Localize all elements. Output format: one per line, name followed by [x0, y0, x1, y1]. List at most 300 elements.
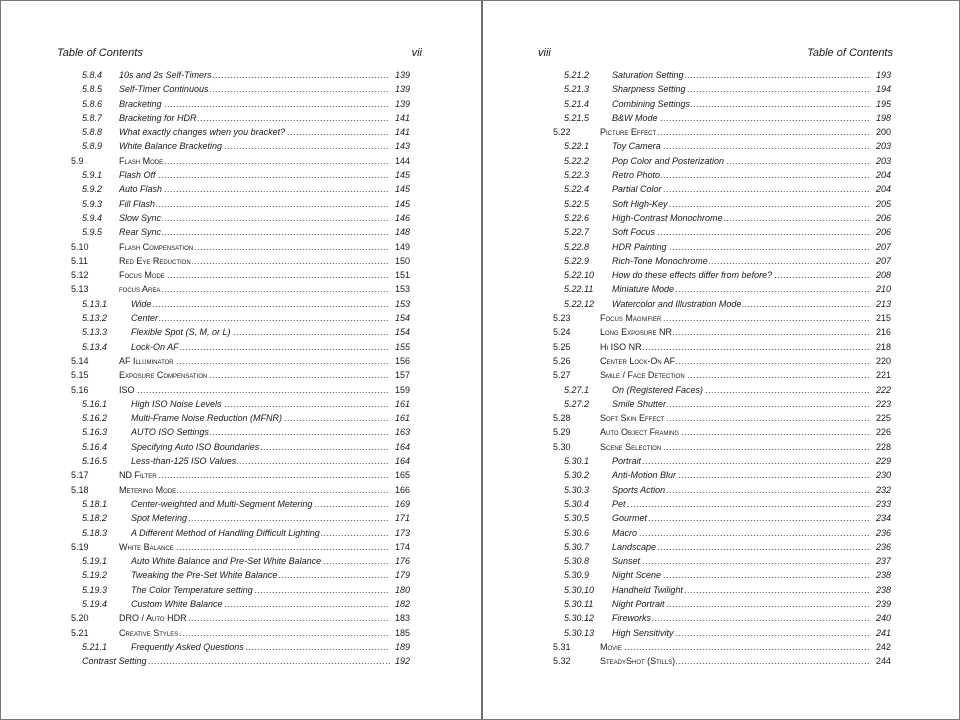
toc-entry[interactable]	[1, 611, 481, 625]
toc-entry-page: 233	[875, 497, 891, 511]
toc-entry-title: AF Illuminator	[119, 354, 175, 368]
toc-entry[interactable]	[1, 497, 481, 511]
toc-entry-page: 193	[875, 68, 891, 82]
toc-entry-title: Landscape	[612, 540, 657, 554]
toc-entry[interactable]	[1, 240, 481, 254]
toc-entry-title: Flash Compensation	[119, 240, 194, 254]
toc-entry[interactable]	[483, 383, 959, 397]
toc-entry-number: 5.9.4	[82, 212, 103, 223]
toc-entry-page: 163	[394, 425, 410, 439]
toc-entry[interactable]	[1, 68, 481, 82]
toc-entry-title: Multi-Frame Noise Reduction (MFNR)	[131, 411, 283, 425]
toc-entry-page: 139	[394, 68, 410, 82]
toc-entry-title: Spot Metering	[131, 511, 188, 525]
toc-entry-number: 5.22.1	[564, 141, 590, 152]
toc-entry-number: 5.22.9	[564, 255, 590, 266]
dot-leader	[131, 297, 390, 311]
toc-entry-title: Gourmet	[612, 511, 648, 525]
toc-entry-page: 204	[875, 182, 891, 196]
toc-entry-title: Fill Flash	[119, 197, 156, 211]
toc-entry[interactable]	[483, 540, 959, 554]
toc-entry-number: 5.32	[553, 656, 571, 667]
toc-entry-number: 5.29	[553, 427, 571, 438]
toc-entry[interactable]	[1, 354, 481, 368]
toc-entry-page: 210	[875, 282, 891, 296]
toc-entry[interactable]	[483, 568, 959, 582]
toc-entry-title: DRO / Auto HDR	[119, 611, 188, 625]
toc-entry-number: 5.30.2	[564, 470, 590, 481]
toc-entry[interactable]	[1, 454, 481, 468]
toc-entry-number: 5.22.6	[564, 212, 590, 223]
toc-entry[interactable]	[483, 440, 959, 454]
toc-entry-page: 174	[394, 540, 410, 554]
toc-entry-title: Partial Color	[612, 182, 663, 196]
toc-entry-page: 145	[394, 182, 410, 196]
toc-entry[interactable]	[1, 139, 481, 153]
toc-entry-title: Watercolor and Illustration Mode	[612, 297, 742, 311]
toc-entry-number: 5.13	[71, 284, 89, 295]
toc-entry-title: Combining Settings	[612, 97, 691, 111]
toc-entry[interactable]	[1, 368, 481, 382]
toc-entry-title: Flash Off	[119, 168, 157, 182]
toc-entry[interactable]	[483, 368, 959, 382]
toc-entry-number: 5.27.2	[564, 398, 590, 409]
toc-entry-title: Center-weighted and Multi-Segment Metering	[131, 497, 313, 511]
toc-entry-title: How do these effects differ from before?	[612, 268, 773, 282]
dot-leader	[119, 468, 390, 482]
toc-entry-title: 10s and 2s Self-Timers	[119, 68, 212, 82]
toc-entry-page: 143	[394, 139, 410, 153]
toc-entry[interactable]	[483, 526, 959, 540]
toc-entry[interactable]	[1, 440, 481, 454]
toc-entry-page: 164	[394, 440, 410, 454]
toc-entry-title: Bracketing	[119, 97, 163, 111]
toc-entry-number: 5.30.13	[564, 627, 595, 638]
toc-entry[interactable]	[1, 125, 481, 139]
toc-entry[interactable]	[1, 282, 481, 296]
toc-entry[interactable]	[483, 125, 959, 139]
toc-entry-page: 234	[875, 511, 891, 525]
toc-entry[interactable]	[1, 82, 481, 96]
toc-entry-page: 171	[394, 511, 410, 525]
toc-entry-page: 173	[394, 526, 410, 540]
toc-entry-number: 5.30.12	[564, 613, 595, 624]
toc-entry-page: 206	[875, 211, 891, 225]
toc-entry-page: 146	[394, 211, 410, 225]
toc-entry-title: Focus Mode	[119, 268, 166, 282]
toc-entry-number: 5.25	[553, 341, 571, 352]
toc-entry-title: Handheld Twilight	[612, 583, 684, 597]
toc-entry-page: 228	[875, 440, 891, 454]
toc-entry[interactable]	[483, 411, 959, 425]
toc-entry-title: Night Portrait	[612, 597, 666, 611]
toc-entry-title: Center	[131, 311, 159, 325]
toc-entry-title: Picture Effect	[600, 125, 657, 139]
toc-entry-number: 5.12	[71, 270, 89, 281]
toc-entry[interactable]	[483, 197, 959, 211]
toc-entry[interactable]	[1, 483, 481, 497]
toc-entry-number: 5.8.8	[82, 127, 103, 138]
toc-entry-title: ISO	[119, 383, 136, 397]
toc-entry-page: 220	[875, 354, 891, 368]
toc-entry[interactable]	[483, 325, 959, 339]
toc-entry-number: 5.15	[71, 370, 89, 381]
toc-entry-page: 238	[875, 568, 891, 582]
toc-entry-page: 205	[875, 197, 891, 211]
toc-entry-page: 154	[394, 325, 410, 339]
toc-entry[interactable]	[483, 397, 959, 411]
toc-entry[interactable]	[483, 154, 959, 168]
toc-entry-page: 182	[394, 597, 410, 611]
toc-entry-title: SteadyShot (Stills)	[600, 654, 676, 668]
toc-entry-number: 5.13.3	[82, 327, 108, 338]
toc-entry-page: 242	[875, 640, 891, 654]
toc-entry-title: Macro	[612, 526, 638, 540]
toc-entry-number: 5.26	[553, 355, 571, 366]
toc-entry-page: 139	[394, 82, 410, 96]
toc-entry-page: 157	[394, 368, 410, 382]
toc-entry[interactable]	[483, 497, 959, 511]
dot-leader	[131, 311, 390, 325]
toc-entry-number: 5.16	[71, 384, 89, 395]
toc-entry-page: 185	[394, 626, 410, 640]
toc-entry-number: 5.9.5	[82, 227, 103, 238]
toc-entry-title: Frequently Asked Questions	[131, 640, 245, 654]
toc-entry-number: 5.19.4	[82, 598, 108, 609]
toc-entry-number: 5.14	[71, 355, 89, 366]
toc-entry-number: 5.30.4	[564, 498, 590, 509]
toc-entry-page: 241	[875, 626, 891, 640]
toc-entry-page: 139	[394, 97, 410, 111]
toc-entry-title: Flexible Spot (S, M, or L)	[131, 325, 232, 339]
toc-entry[interactable]	[483, 583, 959, 597]
toc-entry-page: 236	[875, 540, 891, 554]
right-page	[483, 1, 959, 719]
page-number: vii	[411, 47, 422, 59]
toc-entry-page: 221	[875, 368, 891, 382]
toc-entry[interactable]	[483, 139, 959, 153]
toc-entry-page: 223	[875, 397, 891, 411]
toc-entry[interactable]	[483, 354, 959, 368]
toc-entry-title: On (Registered Faces)	[612, 383, 704, 397]
toc-entry-page: 153	[394, 297, 410, 311]
toc-entry-page: 195	[875, 97, 891, 111]
toc-entry-page: 206	[875, 225, 891, 239]
toc-entry[interactable]	[483, 468, 959, 482]
toc-entry-page: 156	[394, 354, 410, 368]
toc-entry-page: 166	[394, 483, 410, 497]
toc-entry[interactable]	[483, 240, 959, 254]
toc-entry-number: 5.16.5	[82, 456, 108, 467]
toc-entry[interactable]	[1, 597, 481, 611]
toc-entry-title: Smile / Face Detection	[600, 368, 686, 382]
toc-entry[interactable]	[483, 654, 959, 668]
toc-entry-title: AUTO ISO Settings	[131, 425, 210, 439]
toc-entry[interactable]	[483, 82, 959, 96]
toc-entry-page: 204	[875, 168, 891, 182]
toc-entry[interactable]	[483, 297, 959, 311]
toc-entry-number: 5.17	[71, 470, 89, 481]
toc-entry-title: Self-Timer Continuous	[119, 82, 209, 96]
toc-entry-number: 5.22.3	[564, 170, 590, 181]
toc-entry-page: 215	[875, 311, 891, 325]
toc-entry-title: Toy Camera	[612, 139, 662, 153]
toc-entry-title: Sports Action	[612, 483, 666, 497]
toc-entry-page: 203	[875, 139, 891, 153]
toc-entry[interactable]	[483, 311, 959, 325]
toc-entry-page: 198	[875, 111, 891, 125]
toc-entry-title: Sharpness Setting	[612, 82, 687, 96]
toc-entry[interactable]	[1, 154, 481, 168]
toc-entry-number: 5.30.11	[564, 598, 594, 609]
toc-entry[interactable]	[1, 540, 481, 554]
dot-leader	[612, 497, 871, 511]
dot-leader	[119, 383, 390, 397]
toc-entry[interactable]	[483, 182, 959, 196]
toc-entry-number: 5.22.7	[564, 227, 590, 238]
toc-entry-number: 5.30.10	[564, 584, 595, 595]
toc-entry-title: Scene Selection	[600, 440, 662, 454]
toc-entry[interactable]	[1, 254, 481, 268]
toc-entry[interactable]	[1, 411, 481, 425]
toc-list	[1, 68, 481, 668]
toc-entry-title: Bracketing for HDR	[119, 111, 198, 125]
toc-entry-title: Miniature Mode	[612, 282, 675, 296]
toc-entry-title: Focus Magnifier	[600, 311, 662, 325]
toc-entry-number: 5.21.1	[82, 641, 108, 652]
toc-entry-number: 5.13.2	[82, 313, 108, 324]
toc-entry[interactable]	[1, 583, 481, 597]
toc-entry-page: 232	[875, 483, 891, 497]
running-title: Table of Contents	[57, 47, 143, 59]
toc-entry[interactable]	[1, 397, 481, 411]
toc-entry-title: ND Filter	[119, 468, 158, 482]
toc-entry-number: 5.21.3	[564, 84, 590, 95]
toc-entry[interactable]	[1, 325, 481, 339]
toc-entry-page: 237	[875, 554, 891, 568]
toc-entry-title: High Sensitivity	[612, 626, 675, 640]
toc-entry-number: 5.27	[553, 370, 571, 381]
toc-entry[interactable]	[1, 526, 481, 540]
toc-entry-number: 5.13.1	[82, 298, 108, 309]
toc-entry-title: White Balance	[119, 540, 175, 554]
toc-entry-number: 5.22.2	[564, 155, 590, 166]
toc-entry[interactable]	[483, 225, 959, 239]
toc-entry[interactable]	[1, 511, 481, 525]
toc-entry[interactable]	[1, 425, 481, 439]
toc-entry[interactable]	[483, 282, 959, 296]
toc-entry-number: 5.30.7	[564, 541, 590, 552]
toc-entry-page: 213	[875, 297, 891, 311]
toc-entry-number: 5.8.5	[82, 84, 103, 95]
toc-entry[interactable]	[483, 268, 959, 282]
dot-leader	[612, 454, 871, 468]
toc-entry[interactable]	[483, 168, 959, 182]
toc-list	[483, 68, 959, 668]
toc-entry-number: 5.18.1	[82, 498, 108, 509]
toc-entry-title: Tweaking the Pre-Set White Balance	[131, 568, 278, 582]
toc-entry-page: 203	[875, 154, 891, 168]
toc-entry[interactable]	[483, 511, 959, 525]
toc-entry[interactable]	[1, 654, 481, 668]
toc-entry-title: White Balance Bracketing	[119, 139, 223, 153]
toc-entry[interactable]	[483, 554, 959, 568]
toc-entry-title: Portrait	[612, 454, 642, 468]
toc-entry[interactable]	[483, 483, 959, 497]
toc-entry[interactable]	[1, 297, 481, 311]
toc-entry-page: 150	[394, 254, 410, 268]
toc-entry-title: Custom White Balance	[131, 597, 224, 611]
toc-entry-page: 225	[875, 411, 891, 425]
toc-entry-title: Saturation Setting	[612, 68, 685, 82]
toc-entry-page: 149	[394, 240, 410, 254]
toc-entry-title: High-Contrast Monochrome	[612, 211, 724, 225]
toc-entry-title: What exactly changes when you bracket?	[119, 125, 286, 139]
toc-entry-title: Smile Shutter	[612, 397, 667, 411]
left-page	[1, 1, 481, 719]
toc-entry[interactable]	[483, 640, 959, 654]
toc-entry-number: 5.22.4	[564, 184, 590, 195]
toc-entry-page: 208	[875, 268, 891, 282]
toc-entry-number: 5.18.3	[82, 527, 108, 538]
toc-entry-number: 5.10	[71, 241, 89, 252]
toc-entry-number: 5.19	[71, 541, 89, 552]
toc-entry-number: 5.19.3	[82, 584, 108, 595]
toc-entry-page: 145	[394, 168, 410, 182]
toc-entry-number: 5.22.8	[564, 241, 590, 252]
toc-entry-number: 5.19.2	[82, 570, 108, 581]
toc-entry-page: 189	[394, 640, 410, 654]
toc-entry-page: 240	[875, 611, 891, 625]
toc-entry-number: 5.27.1	[564, 384, 590, 395]
toc-entry[interactable]	[1, 197, 481, 211]
toc-entry-number: 5.21.4	[564, 98, 590, 109]
toc-entry-title: HDR Painting	[612, 240, 668, 254]
toc-entry-number: 5.30.9	[564, 570, 590, 581]
toc-entry-page: 216	[875, 325, 891, 339]
toc-entry-title: Soft Focus	[612, 225, 656, 239]
toc-entry-title: Wide	[131, 297, 152, 311]
toc-entry-page: 144	[394, 154, 410, 168]
toc-entry-page: 207	[875, 254, 891, 268]
toc-entry-title: Slow Sync	[119, 211, 162, 225]
toc-entry-page: 154	[394, 311, 410, 325]
toc-entry-page: 230	[875, 468, 891, 482]
toc-entry-title: Less-than-125 ISO Values	[131, 454, 237, 468]
left-page-header	[57, 46, 422, 60]
toc-entry[interactable]	[1, 97, 481, 111]
toc-entry-number: 5.18.2	[82, 513, 108, 524]
toc-entry-number: 5.22.10	[564, 270, 595, 281]
toc-entry-number: 5.11	[71, 255, 88, 266]
toc-entry-page: 183	[394, 611, 410, 625]
toc-entry[interactable]	[483, 454, 959, 468]
toc-entry-page: 145	[394, 197, 410, 211]
toc-entry[interactable]	[483, 597, 959, 611]
toc-entry-number: 5.9.3	[82, 198, 103, 209]
toc-entry-page: 141	[394, 125, 410, 139]
toc-entry[interactable]	[1, 168, 481, 182]
toc-entry[interactable]	[483, 611, 959, 625]
toc-entry-title: Rich-Tone Monochrome	[612, 254, 709, 268]
toc-entry-page: 159	[394, 383, 410, 397]
toc-entry-title: The Color Temperature setting	[131, 583, 254, 597]
toc-entry-page: 155	[394, 340, 410, 354]
toc-entry-page: 176	[394, 554, 410, 568]
toc-entry-title: Auto White Balance and Pre-Set White Balance	[131, 554, 322, 568]
toc-entry-page: 239	[875, 597, 891, 611]
toc-entry-title: Fireworks	[612, 611, 652, 625]
toc-entry-number: 5.30.3	[564, 484, 590, 495]
dot-leader	[612, 511, 871, 525]
toc-entry-number: 5.19.1	[82, 556, 108, 567]
toc-entry-title: Auto Flash	[119, 182, 163, 196]
toc-entry-number: 5.30.8	[564, 556, 590, 567]
toc-entry[interactable]	[1, 268, 481, 282]
toc-entry-title: Metering Mode	[119, 483, 177, 497]
toc-entry-page: 151	[394, 268, 410, 282]
toc-entry[interactable]	[1, 640, 481, 654]
dot-leader	[612, 554, 871, 568]
toc-entry[interactable]	[1, 568, 481, 582]
toc-entry-title: A Different Method of Handling Difficult Lighting	[131, 526, 321, 540]
toc-entry[interactable]	[1, 111, 481, 125]
toc-entry-title: Red Eye Reduction	[119, 254, 192, 268]
toc-entry-page: 222	[875, 383, 891, 397]
toc-entry[interactable]	[1, 225, 481, 239]
toc-entry[interactable]	[483, 68, 959, 82]
toc-entry[interactable]	[1, 311, 481, 325]
toc-entry-number: 5.31	[553, 641, 571, 652]
toc-entry[interactable]	[483, 211, 959, 225]
toc-entry[interactable]	[1, 340, 481, 354]
toc-entry-page: 179	[394, 568, 410, 582]
toc-entry-title: Rear Sync	[119, 225, 162, 239]
toc-entry-title: Movie	[600, 640, 623, 654]
toc-entry[interactable]	[1, 468, 481, 482]
toc-entry-title: Soft Skin Effect	[600, 411, 665, 425]
toc-entry[interactable]	[1, 554, 481, 568]
toc-entry[interactable]	[483, 425, 959, 439]
toc-entry-number: 5.30.5	[564, 513, 590, 524]
toc-entry-page: 180	[394, 583, 410, 597]
toc-entry[interactable]	[483, 254, 959, 268]
toc-entry-page: 148	[394, 225, 410, 239]
toc-entry-number: 5.9.1	[82, 170, 103, 181]
toc-entry-title: focus Area	[119, 282, 161, 296]
toc-entry[interactable]	[1, 211, 481, 225]
toc-entry-title: Exposure Compensation	[119, 368, 208, 382]
running-title: Table of Contents	[807, 47, 893, 59]
toc-entry-number: 5.21.5	[564, 112, 590, 123]
toc-entry[interactable]	[483, 626, 959, 640]
toc-entry-page: 153	[394, 282, 410, 296]
toc-entry-page: 141	[394, 111, 410, 125]
toc-entry-number: 5.23	[553, 313, 571, 324]
toc-entry-title: Auto Object Framing	[600, 425, 680, 439]
toc-entry-page: 236	[875, 526, 891, 540]
page-number: viii	[538, 47, 551, 59]
toc-entry-title: Sunset	[612, 554, 641, 568]
toc-entry[interactable]	[1, 383, 481, 397]
toc-entry[interactable]	[483, 111, 959, 125]
toc-entry[interactable]	[1, 626, 481, 640]
toc-entry-title: Soft High-Key	[612, 197, 669, 211]
toc-entry[interactable]	[1, 182, 481, 196]
toc-entry-number: 5.9.2	[82, 184, 103, 195]
toc-entry[interactable]	[483, 340, 959, 354]
toc-entry[interactable]	[483, 97, 959, 111]
